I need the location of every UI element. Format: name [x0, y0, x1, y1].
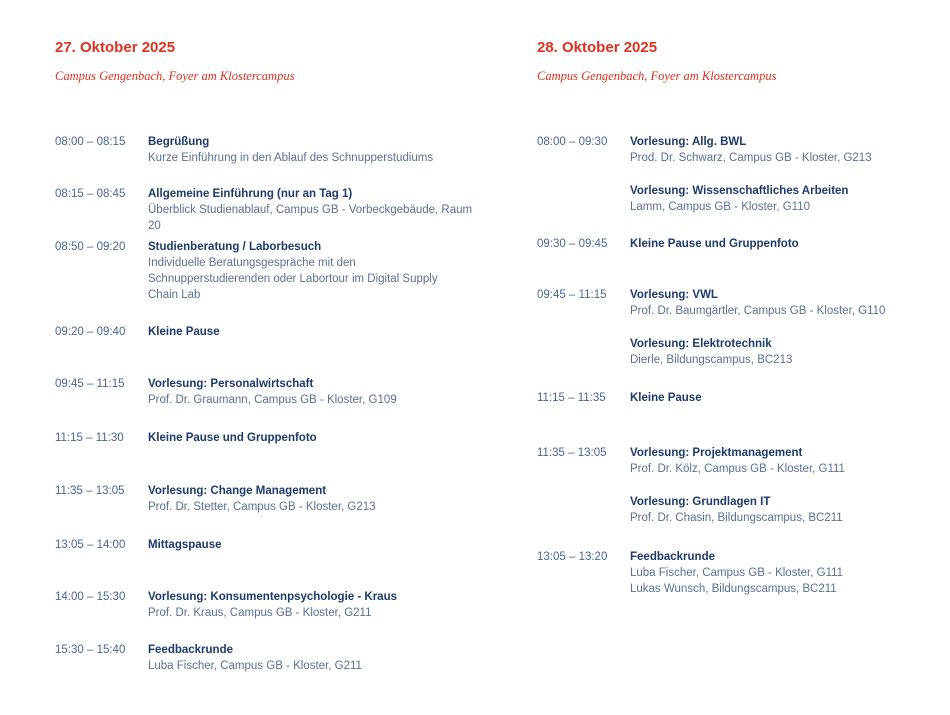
entry-content: [148, 642, 485, 691]
entry-content: [630, 549, 937, 614]
session-title: Feedbackrunde: [148, 644, 233, 656]
entry-content: [148, 239, 485, 320]
session-title: Vorlesung: Projektmanagement: [630, 447, 803, 459]
entry-content: [148, 483, 485, 532]
entry-content: [148, 430, 485, 463]
session-title: Vorlesung: Grundlagen IT: [630, 496, 771, 508]
session: [630, 336, 937, 368]
session-title: Vorlesung: Personalwirtschaft: [148, 378, 314, 390]
session-detail: Prof. Dr. Graumann, Campus GB - Kloster, G109: [148, 394, 397, 406]
day-location: Campus Gengenbach, Foyer am Klostercampus: [537, 69, 777, 83]
time-slot: 09:20 – 09:40: [55, 326, 126, 338]
session: [630, 134, 937, 166]
time-slot: 09:30 – 09:45: [537, 238, 608, 250]
session: [630, 494, 937, 526]
session: [148, 589, 485, 621]
time-slot: 13:05 – 13:20: [537, 551, 608, 563]
session-title: Studienberatung / Laborbesuch: [148, 241, 322, 253]
session: [630, 390, 937, 406]
time-slot: 08:00 – 09:30: [537, 136, 608, 148]
day-location: Campus Gengenbach, Foyer am Klostercampus: [55, 69, 295, 83]
session-title: Allgemeine Einführung (nur an Tag 1): [148, 188, 353, 200]
time-slot: 09:45 – 11:15: [55, 378, 125, 390]
session-title: Kleine Pause: [630, 392, 702, 404]
session: [148, 430, 485, 446]
session-detail: Dierle, Bildungscampus, BC213: [630, 354, 793, 366]
time-slot: 14:00 – 15:30: [55, 591, 126, 603]
entry-content: [630, 390, 937, 423]
session-detail: Prof. Dr. Baumgärtler, Campus GB - Kloster, G110: [630, 305, 886, 317]
time-slot: 11:15 – 11:30: [55, 432, 124, 444]
session-detail: Schnupperstudierenden oder Labortour im Digital Supply: [148, 273, 438, 285]
session-title: Vorlesung: Change Management: [148, 485, 327, 497]
time-slot: 08:00 – 08:15: [55, 136, 126, 148]
session-title: Begrüßung: [148, 136, 210, 148]
session: [630, 445, 937, 477]
entry-content: [148, 324, 485, 357]
session-title: Vorlesung: Allg. BWL: [630, 136, 747, 148]
time-slot: 11:35 – 13:05: [55, 485, 125, 497]
time-slot: 15:30 – 15:40: [55, 644, 126, 656]
session: [148, 376, 485, 408]
session: [148, 239, 485, 303]
session-title: Kleine Pause und Gruppenfoto: [630, 238, 799, 250]
session: [148, 186, 485, 234]
session: [148, 642, 485, 674]
session-detail: Chain Lab: [148, 289, 201, 301]
session-title: Kleine Pause: [148, 326, 220, 338]
session-detail: Prof. Dr. Kölz, Campus GB - Kloster, G111: [630, 463, 845, 475]
session: [148, 483, 485, 515]
session: [148, 537, 485, 553]
time-slot: 08:50 – 09:20: [55, 241, 126, 253]
session: [630, 236, 937, 252]
session-detail: Prof. Dr. Stetter, Campus GB - Kloster, G213: [148, 501, 376, 513]
session-detail: Luba Fischer, Campus GB - Kloster, G111: [630, 567, 844, 579]
session: [630, 287, 937, 319]
session-detail: Prof. Dr. Chasin, Bildungscampus, BC211: [630, 512, 843, 524]
session: [148, 324, 485, 340]
session-title: Kleine Pause und Gruppenfoto: [148, 432, 317, 444]
session-title: Vorlesung: VWL: [630, 289, 718, 301]
session-detail: Individuelle Beratungsgespräche mit den: [148, 257, 356, 269]
session-title: Vorlesung: Wissenschaftliches Arbeiten: [630, 185, 849, 197]
session: [630, 549, 937, 597]
time-slot: 09:45 – 11:15: [537, 289, 607, 301]
entry-content: [148, 134, 485, 183]
session-title: Feedbackrunde: [630, 551, 715, 563]
session-detail: Lamm, Campus GB - Kloster, G110: [630, 201, 811, 213]
time-slot: 11:35 – 13:05: [537, 447, 607, 459]
session: [630, 183, 937, 215]
time-slot: 08:15 – 08:45: [55, 188, 126, 200]
session-detail: Prof. Dr. Kraus, Campus GB - Kloster, G211: [148, 607, 372, 619]
entry-content: [148, 589, 485, 638]
entry-content: [630, 287, 937, 385]
session-detail: Luba Fischer, Campus GB - Kloster, G211: [148, 660, 362, 672]
entry-content: [148, 376, 485, 425]
day-title: 27. Oktober 2025: [55, 39, 176, 56]
session-title: Vorlesung: Elektrotechnik: [630, 338, 772, 350]
time-slot: 13:05 – 14:00: [55, 539, 126, 551]
entry-content: [630, 134, 937, 232]
session-title: Vorlesung: Konsumentenpsychologie - Kraus: [148, 591, 397, 603]
day-title: 28. Oktober 2025: [537, 39, 658, 56]
entry-content: [148, 537, 485, 570]
session-detail: Überblick Studienablauf, Campus GB - Vorbeckgebäude, Raum 20: [148, 204, 473, 232]
session-detail: Lukas Wunsch, Bildungscampus, BC211: [630, 583, 837, 595]
session: [148, 134, 485, 166]
time-slot: 11:15 – 11:35: [537, 392, 606, 404]
entry-content: [630, 445, 937, 543]
session-detail: Prod. Dr. Schwarz, Campus GB - Kloster, G213: [630, 152, 872, 164]
session-title: Mittagspause: [148, 539, 222, 551]
session-detail: Kurze Einführung in den Ablauf des Schnupperstudiums: [148, 152, 434, 164]
entry-content: [630, 236, 937, 269]
